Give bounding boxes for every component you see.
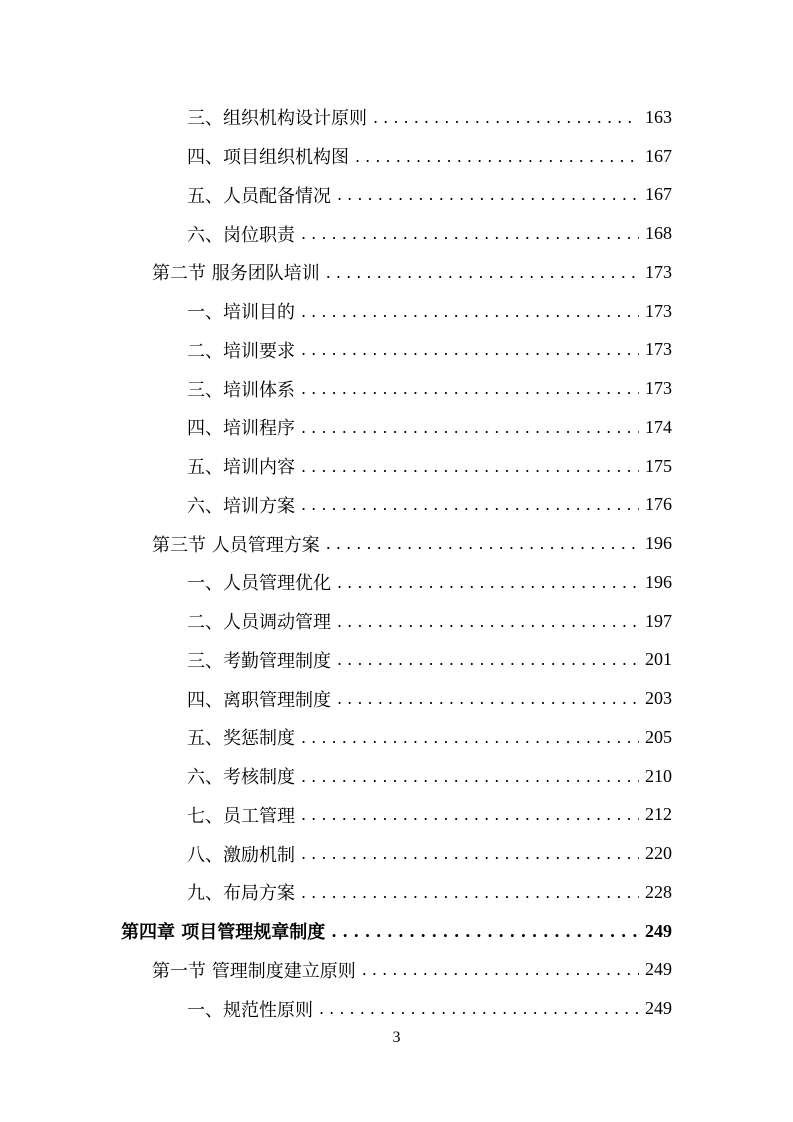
toc-entry-title: 八、激励机制 [187,844,295,866]
page-number: 3 [392,1029,401,1046]
toc-entry-title: 七、员工管理 [187,805,295,827]
toc-entry-title: 四、培训程序 [187,418,295,440]
toc-entry-page-number: 249 [645,959,672,980]
toc-entry-item[interactable] [0,563,793,602]
toc-entry-title: 第四章 项目管理规章制度 [121,922,326,944]
toc-dot-leader [301,418,639,437]
toc-entry-page-number: 196 [645,571,672,592]
toc-entry-title: 一、人员管理优化 [187,573,331,595]
toc-dot-leader [326,534,639,553]
toc-entry-page-number: 167 [645,184,672,205]
toc-entry-item[interactable] [0,214,793,253]
toc-entry-page-number: 176 [645,494,672,515]
toc-entry-item[interactable] [0,408,793,447]
toc-entry-title: 一、培训目的 [187,302,295,324]
toc-entry-page-number: 210 [645,765,672,786]
toc-dot-leader [301,805,639,824]
toc-entry-page-number: 163 [645,106,672,127]
toc-dot-leader [301,224,639,243]
toc-dot-leader [301,883,639,902]
toc-entry-item[interactable] [0,369,793,408]
toc-dot-leader [301,844,639,863]
toc-entry-title: 六、考核制度 [187,767,295,789]
toc-entry-item[interactable] [0,292,793,331]
toc-entry-section[interactable] [0,951,793,990]
toc-dot-leader [355,147,639,166]
toc-entry-item[interactable] [0,447,793,486]
toc-dot-leader [319,999,639,1018]
toc-entry-item[interactable] [0,873,793,912]
toc-entry-title: 第一节 管理制度建立原则 [152,960,356,982]
toc-entry-title: 三、考勤管理制度 [187,650,331,672]
toc-entry-page-number: 220 [645,843,672,864]
toc-dot-leader [337,185,639,204]
toc-dot-leader [301,302,639,321]
toc-entry-page-number: 168 [645,223,672,244]
toc-entry-title: 五、人员配备情况 [187,185,331,207]
toc-entry-section[interactable] [0,524,793,563]
toc-entry-title: 三、组织机构设计原则 [187,108,367,130]
toc-entry-page-number: 167 [645,145,672,166]
toc-entry-page-number: 203 [645,688,672,709]
toc-entry-page-number: 201 [645,649,672,670]
toc-entry-item[interactable] [0,641,793,680]
toc-dot-leader [301,457,639,476]
toc-dot-leader [337,612,639,631]
toc-entry-title: 五、培训内容 [187,457,295,479]
toc-entry-page-number: 196 [645,533,672,554]
toc-entry-page-number: 173 [645,300,672,321]
toc-dot-leader [362,960,639,979]
toc-entry-item[interactable] [0,989,793,1028]
toc-entry-item[interactable] [0,757,793,796]
toc-dot-leader [337,689,639,708]
toc-dot-leader [326,263,639,282]
toc-entry-title: 第三节 人员管理方案 [152,534,320,556]
toc-entry-item[interactable] [0,137,793,176]
toc-entry-page-number: 228 [645,881,672,902]
toc-entry-title: 六、岗位职责 [187,224,295,246]
toc-entry-page-number: 205 [645,726,672,747]
toc-entry-item[interactable] [0,331,793,370]
toc-entry-page-number: 249 [645,920,672,941]
toc-dot-leader [301,379,639,398]
toc-entry-item[interactable] [0,176,793,215]
toc-entry-title: 二、人员调动管理 [187,612,331,634]
toc-entry-title: 四、项目组织机构图 [187,147,349,169]
toc-dot-leader [301,728,639,747]
toc-dot-leader [301,767,639,786]
toc-dot-leader [373,108,639,127]
toc-entry-item[interactable] [0,602,793,641]
toc-entry-item[interactable] [0,796,793,835]
toc-entry-page-number: 212 [645,804,672,825]
toc-dot-leader [337,650,639,669]
toc-dot-leader [301,340,639,359]
toc-entry-item[interactable] [0,679,793,718]
table-of-contents [0,98,793,1028]
toc-dot-leader [337,573,639,592]
toc-dot-leader [301,495,639,514]
toc-entry-title: 第二节 服务团队培训 [152,263,320,285]
toc-entry-title: 二、培训要求 [187,340,295,362]
toc-entry-item[interactable] [0,98,793,137]
toc-entry-page-number: 175 [645,455,672,476]
toc-entry-item[interactable] [0,834,793,873]
toc-dot-leader [331,922,639,941]
toc-entry-item[interactable] [0,718,793,757]
toc-entry-title: 一、规范性原则 [187,999,313,1021]
toc-entry-chapter[interactable] [0,912,793,951]
toc-entry-item[interactable] [0,486,793,525]
toc-entry-title: 六、培训方案 [187,495,295,517]
toc-entry-title: 四、离职管理制度 [187,689,331,711]
toc-entry-title: 五、奖惩制度 [187,728,295,750]
toc-entry-title: 三、培训体系 [187,379,295,401]
toc-entry-page-number: 173 [645,378,672,399]
toc-entry-page-number: 173 [645,339,672,360]
toc-entry-page-number: 249 [645,998,672,1019]
toc-entry-page-number: 174 [645,416,672,437]
toc-entry-section[interactable] [0,253,793,292]
toc-entry-page-number: 197 [645,610,672,631]
toc-entry-title: 九、布局方案 [187,883,295,905]
toc-entry-page-number: 173 [645,261,672,282]
